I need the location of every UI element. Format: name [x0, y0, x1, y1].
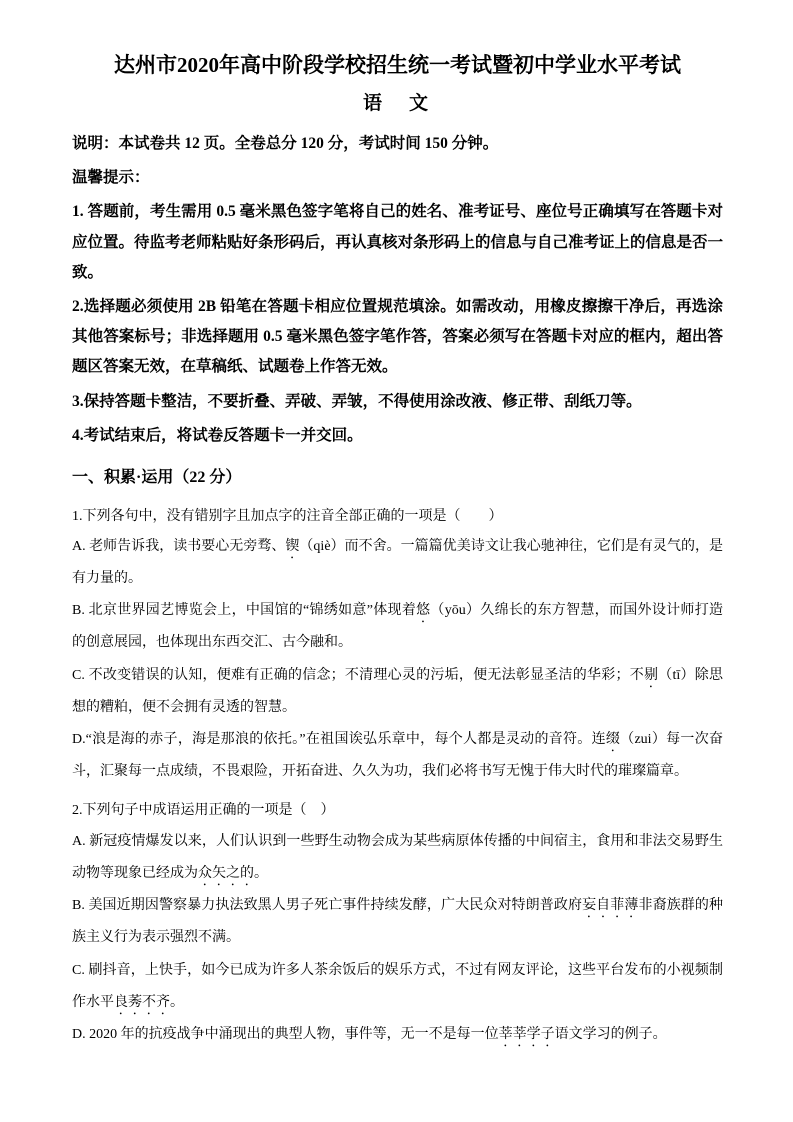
plain-text: 语文学习的例子。: [554, 1026, 667, 1042]
emphasized-text: 妄自菲薄: [582, 898, 639, 914]
emphasized-text: 锲: [285, 538, 300, 554]
notice-item-1: 1. 答题前，考生需用 0.5 毫米黑色签字笔将自己的姓名、准考证号、座位号正确填写在答题卡对应位置。待监考老师粘贴好条形码后，再认真核对条形码上的信息与自己准考证上的信息是否一致。: [72, 203, 724, 281]
plain-text: 。: [254, 865, 268, 881]
question-2-option-c: [72, 955, 723, 1019]
emphasized-text: 莘莘学子: [498, 1026, 555, 1042]
plain-text: （zui）每一次奋斗，汇聚每一点成绩，不畏艰险，开拓奋进、久久为功，我们必将书写无愧于伟大时代的璀璨篇章。: [72, 732, 724, 780]
plain-text: A. 新冠疫情爆发以来，人们认识到一些野生动物会成为某些病原体传播的中间宿主，食用和非法交易野生动物等现象已经成为: [72, 833, 723, 881]
emphasized-text: 良莠不齐: [114, 994, 170, 1010]
question-1-option-a: [72, 531, 723, 595]
plain-text: B. 美国近期因警察暴力执法致黑人男子死亡事件持续发酵，广大民众对特朗普政府: [72, 898, 583, 914]
plain-text: B. 北京世界园艺博览会上，中国馆的“锦绣如意”体现着: [72, 603, 417, 619]
plain-text: （qiè）而不舍。一篇篇优美诗文让我心驰神往，它们是有灵气的，是有力量的。: [72, 538, 724, 587]
emphasized-text: 悠: [416, 603, 431, 619]
question-1-option-c: [72, 660, 723, 724]
emphasized-text: 众矢之的: [198, 865, 254, 881]
exam-title: 达州市2020年高中阶段学校招生统一考试暨初中学业水平考试: [114, 53, 681, 77]
plain-text: （tī）除思想的糟粕，便不会拥有灵透的智慧。: [72, 667, 724, 715]
notice-item-2: 2.选择题必须使用 2B 铅笔在答题卡相应位置规范填涂。如需改动，用橡皮擦擦干净后，再选涂其他答案标号；非选择题用 0.5 毫米黑色签字笔作答，答案必须写在答题卡对应的框内，超出答题区答案无效，在草稿纸、试题卷上作答无效。: [72, 298, 723, 376]
emphasized-text: 缀: [605, 732, 621, 748]
section-1-heading: 一、积累·运用（22 分）: [72, 469, 242, 487]
plain-text: 。: [170, 994, 184, 1010]
question-1-option-b: [72, 595, 723, 659]
notice-item-3: 3.保持答题卡整洁，不要折叠、弄破、弄皱，不得使用涂改液、修正带、刮纸刀等。: [72, 392, 642, 410]
plain-text: C. 不改变错误的认知，便难有正确的信念；不清理心灵的污垢，便无法彰显圣洁的华彩；不: [72, 667, 645, 683]
question-1-stem: 1.下列各句中，没有错别字且加点字的注音全部正确的一项是（ ）: [72, 508, 503, 524]
plain-text: D.“浪是海的赤子，海是那浪的依托。”在祖国诶弘乐章中，每个人都是灵动的音符。连: [72, 732, 606, 748]
notice-heading: 温馨提示：: [72, 169, 150, 187]
plain-text: 非裔族群的种族主义行为表示强烈不满。: [72, 898, 724, 946]
question-1-option-d: [72, 724, 723, 788]
plain-text: （yōu）久绵长的东方智慧，而国外设计师打造的创意展园，也体现出东西交汇、古今融和。: [72, 603, 724, 651]
question-2-option-d: [72, 1019, 723, 1051]
emphasized-text: 剔: [644, 667, 659, 683]
exam-subject-title: 语 文: [362, 93, 432, 115]
notice-item-4: 4.考试结束后，将试卷反答题卡一并交回。: [72, 426, 363, 444]
question-2-option-b: [72, 890, 723, 954]
plain-text: C. 刷抖音，上快手，如今已成为许多人茶余饭后的娱乐方式，不过有网友评论，这些平台发布的小视频制作水平: [72, 962, 723, 1010]
plain-text: D. 2020 年的抗疫战争中涌现出的典型人物，事件等，无一不是每一位: [72, 1026, 499, 1042]
plain-text: A. 老师告诉我，读书要心无旁骛、: [72, 538, 286, 554]
question-2-stem: 2.下列句子中成语运用正确的一项是（ ）: [72, 803, 335, 819]
exam-description: 说明：本试卷共 12 页。全卷总分 120 分，考试时间 150 分钟。: [72, 134, 499, 152]
question-2-option-a: [72, 826, 723, 890]
